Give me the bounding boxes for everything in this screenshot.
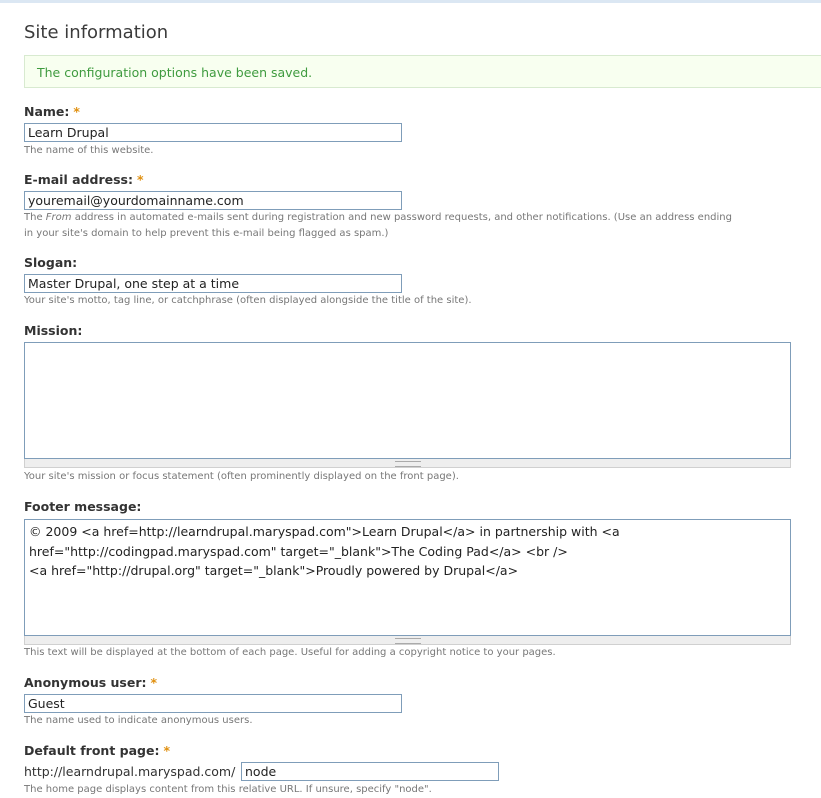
front-page-input[interactable] [241,762,499,781]
mission-label-text: Mission: [24,323,83,338]
footer-label [24,499,141,514]
required-marker: * [136,172,144,187]
status-message-text: The configuration options have been saved. [37,65,313,80]
front-page-label-text: Default front page: [24,743,160,758]
footer-line: © 2009 <a href=http://learndrupal.maryspad.com">Learn Drupal</a> in partnership with <a [29,524,620,539]
anonymous-label [24,675,157,690]
footer-resize-handle[interactable] [24,636,791,645]
email-description: The From address in automated e-mails sent during registration and new password requests, and other notifications. (Use an address ending in your site's domain to help prevent this e-mail being flagged as spam.) [24,212,732,239]
name-description: The name of this website. [24,145,154,156]
required-marker: * [73,104,80,119]
slogan-label-text: Slogan: [24,255,78,270]
name-input[interactable] [24,123,402,142]
anonymous-input[interactable] [24,694,402,713]
footer-textarea[interactable] [24,519,791,636]
name-label-text: Name: [24,104,70,119]
mission-resize-handle[interactable] [24,459,791,468]
footer-line: <a href="http://drupal.org" target="_blank">Proudly powered by Drupal</a> [29,563,519,578]
mission-label [24,323,82,338]
status-message [24,55,821,88]
footer-description: This text will be displayed at the bottom of each page. Useful for adding a copyright notice to your pages. [24,647,556,658]
name-label [24,104,80,119]
slogan-input[interactable] [24,274,402,293]
email-label [24,172,144,187]
page-title: Site information [24,22,169,43]
anonymous-description: The name used to indicate anonymous users. [24,715,253,726]
required-marker: * [163,743,171,758]
email-input[interactable] [24,191,402,210]
slogan-label [24,255,77,270]
footer-label-text: Footer message: [24,499,142,514]
slogan-description: Your site's motto, tag line, or catchphrase (often displayed alongside the title of the site). [24,295,472,306]
anonymous-label-text: Anonymous user: [24,675,147,690]
required-marker: * [150,675,158,690]
mission-textarea[interactable] [24,342,791,459]
footer-line: href="http://codingpad.maryspad.com" target="_blank">The Coding Pad</a> <br /> [29,543,568,559]
top-border [0,0,821,3]
mission-description: Your site's mission or focus statement (often prominently displayed on the front page). [24,471,459,482]
email-label-text: E-mail address: [24,172,133,187]
front-page-description: The home page displays content from this relative URL. If unsure, specify "node". [24,784,432,795]
front-page-label [24,743,170,758]
front-page-url-prefix: http://learndrupal.maryspad.com/ [24,764,236,779]
